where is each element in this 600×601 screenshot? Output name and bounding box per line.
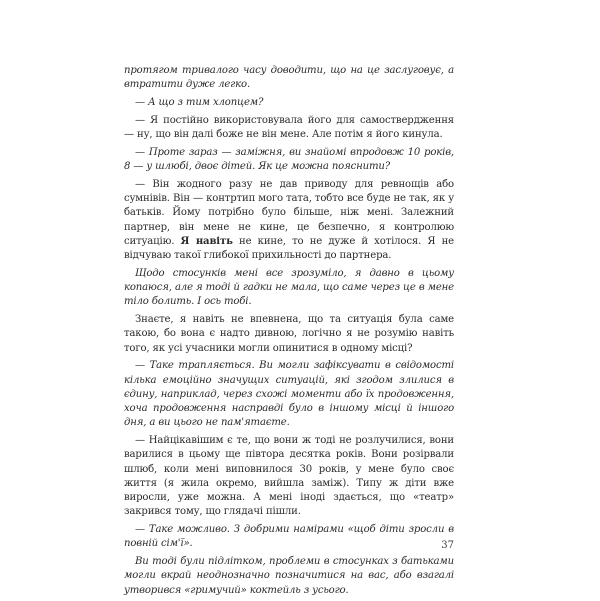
text-run: — Найцікавішим є те, що вони ж тоді не розлучилися, вони варилися в цьому ще півтора десятка років. Вони розірвали шлюб, коли мені виповнилося 30 років, у мене було своє життя (я жила окремо, вийшла заміж). Типу ж діти вже виросли, уже можна. А мені іноді здається, що «театр» закрився тому, що глядачі пішли.: [124, 435, 454, 518]
paragraph: [124, 178, 454, 264]
paragraph: [124, 267, 454, 310]
text-run: протягом тривалого часу доводити, що на це заслуговує, а втратити дуже легко.: [124, 65, 454, 91]
text-run: — Проте зараз — заміжня, ви знайомі впродовж 10 років, 8 — у шлюбі, двоє дітей. Як це можна пояснити?: [124, 146, 454, 172]
text-run: — Він жодного разу не дав приводу для ревнощів або сумнівів. Він — контртип мого тата, тобто все буде не так, як у батьків. Йому потрібно було більше, ніж мені. Залежний партнер, він мене не кине, це безпечно, я контролюю ситуацію.: [124, 178, 454, 247]
text-run: Знаєте, я навіть не впевнена, що та ситуація була саме такою, бо вона є надто дивною, логічно я не розумію навіть того, як усі учасники могли опинитися в одному місці?: [124, 314, 454, 354]
paragraph: [124, 64, 454, 93]
body-text: [124, 64, 454, 601]
paragraph: [124, 555, 454, 598]
paragraph: [124, 313, 454, 356]
text-run: — Таке трапляється. Ви могли зафіксувати в свідомості кілька емоційно значущих ситуацій, які згодом злилися в єдину, наприклад, через схожі моменти або їх продовження, хоча продовження насправді було в іншому місці й іншого дня, а ви цього не пам'ятаєте.: [124, 360, 454, 429]
paragraph: [124, 114, 454, 143]
paragraph: [124, 434, 454, 520]
paragraph: [124, 96, 454, 110]
text-run: — А що з тим хлопцем?: [135, 97, 264, 108]
page-number: 37: [441, 540, 454, 551]
text-run: — Я постійно використовувала його для самоствердження — ну, що він далі боже не він мене. Але потім я його кинула.: [124, 114, 454, 140]
paragraph: [124, 359, 454, 430]
text-run: — Таке можливо. З добрими намірами «щоб діти зросли в повній сім'ї».: [124, 524, 454, 550]
text-run: не кине, то не дуже й хотілося. Я не відчуваю такої глибокої прихильності до партнера.: [124, 235, 454, 261]
text-run: Я навіть: [180, 235, 233, 247]
text-run: Щодо стосунків мені все зрозуміло, я давно в цьому копаюся, але я тоді й гадки не мала, що саме через це в мене тіло болить. І ось тобі.: [124, 267, 454, 308]
text-run: Ви тоді були підлітком, проблеми в стосунках з батьками могли вкрай неоднозначно позначитися на вас, або взагалі утворився «гримучий» коктейль з усього.: [124, 556, 454, 596]
paragraph: [124, 523, 454, 552]
paragraph: [124, 146, 454, 175]
